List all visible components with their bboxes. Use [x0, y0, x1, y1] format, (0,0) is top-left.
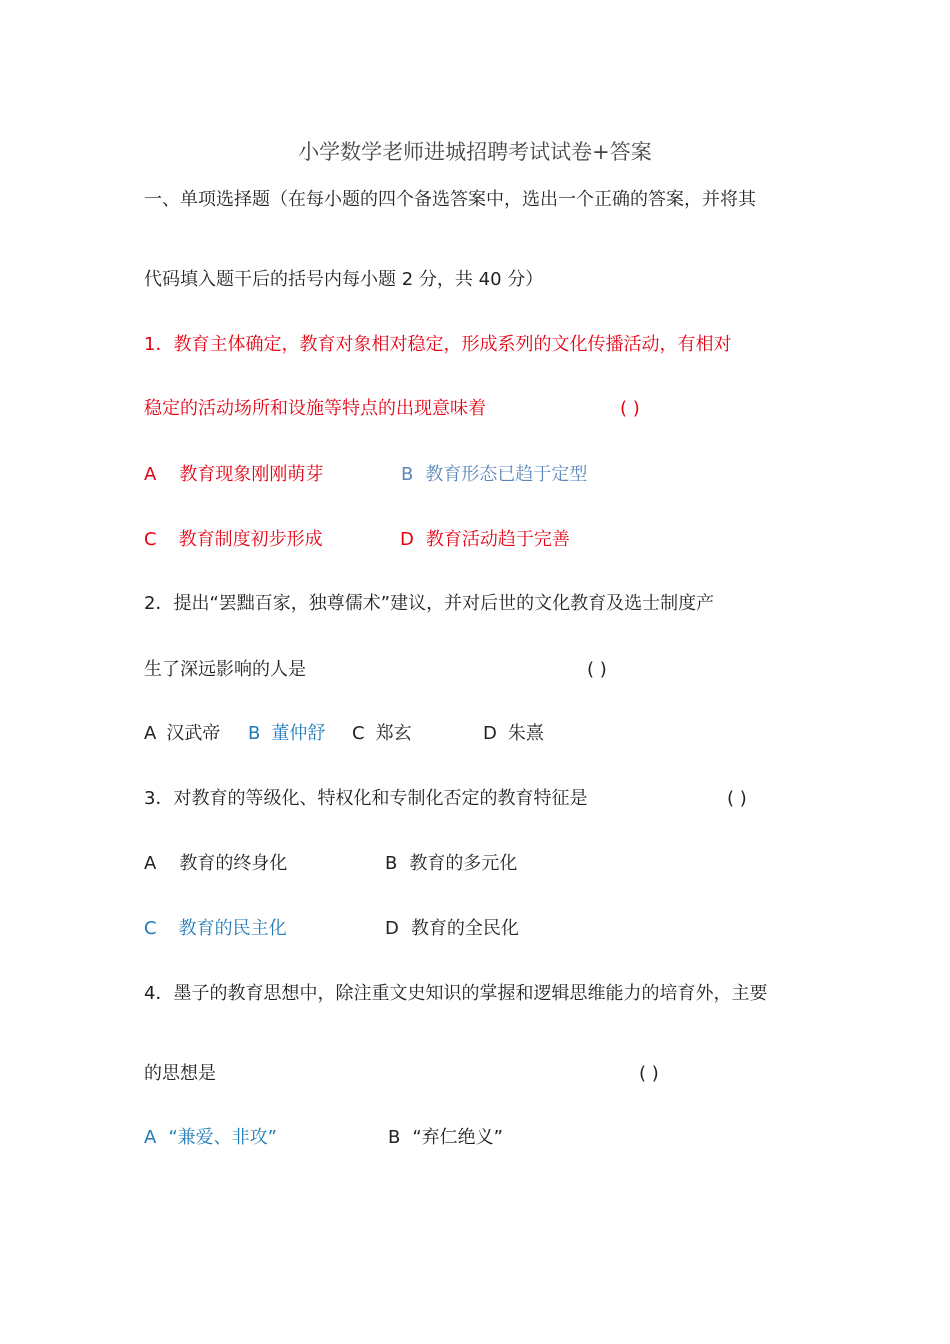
- option-label: A: [144, 464, 157, 485]
- option-label: A: [144, 853, 157, 874]
- option-text: “弃仁绝义”: [412, 1127, 504, 1148]
- question-2-option-a: [144, 722, 220, 746]
- question-1-option-a: [144, 463, 323, 487]
- question-4-answer-blank: ( ): [639, 1063, 659, 1084]
- question-2-option-d: [483, 722, 544, 746]
- option-text: 郑玄: [375, 723, 412, 744]
- option-label: B: [248, 723, 261, 744]
- question-2-stem-line-2: 生了深远影响的人是: [144, 659, 306, 680]
- option-text: 教育形态已趋于定型: [425, 464, 588, 485]
- option-text: 教育的全民化: [410, 918, 519, 939]
- option-text: 教育的民主化: [178, 918, 287, 939]
- option-label: C: [144, 918, 157, 939]
- option-label: D: [400, 529, 414, 550]
- question-3-answer-blank: ( ): [727, 788, 747, 809]
- question-2-stem-line-1: 2．提出“罢黜百家，独尊儒术”建议，并对后世的文化教育及选士制度产: [144, 593, 715, 614]
- option-label: A: [144, 1127, 157, 1148]
- question-3-option-c: [144, 917, 287, 941]
- question-1-stem-line-1: 1．教育主体确定，教育对象相对稳定，形成系列的文化传播活动，有相对: [144, 334, 732, 355]
- question-1-option-c: [144, 528, 323, 552]
- option-text: 教育现象刚刚萌芽: [179, 464, 324, 485]
- option-text: “兼爱、非攻”: [168, 1127, 277, 1148]
- option-label: B: [401, 464, 414, 485]
- question-3-option-a: [144, 852, 287, 876]
- question-1-stem-line-2: 稳定的活动场所和设施等特点的出现意味着: [144, 398, 486, 419]
- option-label: B: [388, 1127, 401, 1148]
- question-4-option-a: [144, 1126, 277, 1150]
- option-text: 教育活动趋于完善: [425, 529, 570, 550]
- option-label: B: [385, 853, 398, 874]
- option-label: C: [352, 723, 365, 744]
- question-1-answer-blank: ( ): [620, 398, 640, 419]
- question-1-option-d: [400, 528, 570, 552]
- question-2-option-b: [248, 722, 325, 746]
- question-2-answer-blank: ( ): [587, 659, 607, 680]
- question-3-option-b: [385, 852, 517, 876]
- document-title: 小学数学老师进城招聘考试试卷+答案: [298, 140, 652, 164]
- question-4-stem-line-2: 的思想是: [144, 1063, 216, 1084]
- question-1-option-b: [401, 463, 587, 487]
- option-text: 汉武帝: [166, 723, 221, 744]
- question-3-option-d: [385, 917, 519, 941]
- option-text: 教育的多元化: [409, 853, 518, 874]
- option-label: C: [144, 529, 157, 550]
- option-label: D: [385, 918, 399, 939]
- option-text: 董仲舒: [271, 723, 326, 744]
- question-4-option-b: [388, 1126, 503, 1150]
- question-4-stem-line-1: 4．墨子的教育思想中，除注重文史知识的掌握和逻辑思维能力的培育外，主要: [144, 983, 768, 1004]
- option-label: A: [144, 723, 157, 744]
- option-text: 教育制度初步形成: [178, 529, 323, 550]
- option-text: 朱熹: [507, 723, 544, 744]
- question-2-option-c: [352, 722, 412, 746]
- section-heading-line-2: 代码填入题干后的括号内每小题 2 分，共 40 分）: [144, 269, 544, 290]
- section-heading-line-1: 一、单项选择题（在每小题的四个备选答案中，选出一个正确的答案，并将其: [144, 189, 756, 210]
- option-text: 教育的终身化: [179, 853, 288, 874]
- question-3-stem: 3．对教育的等级化、特权化和专制化否定的教育特征是: [144, 788, 588, 809]
- option-label: D: [483, 723, 497, 744]
